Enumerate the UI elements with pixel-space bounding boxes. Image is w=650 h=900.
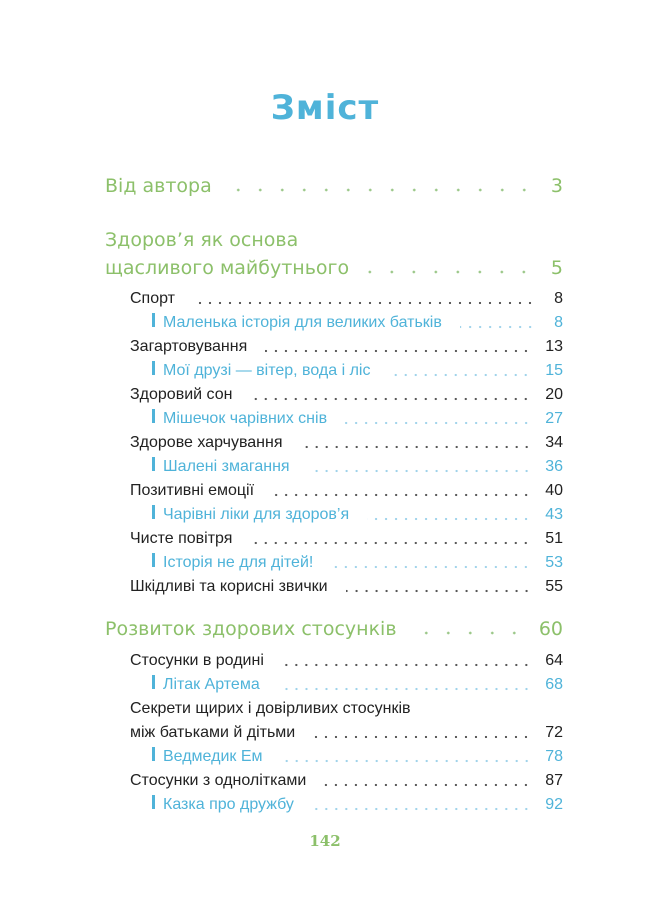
entry-page: 92: [545, 796, 563, 813]
dot-leader: [308, 469, 532, 473]
dot-leader: [388, 373, 531, 377]
entry-label: Маленька історія для великих батьків: [163, 314, 442, 331]
entry-page: 13: [545, 338, 563, 355]
toc-item[interactable]: [105, 527, 575, 551]
toc-story[interactable]: [105, 455, 575, 479]
dot-leader: [346, 589, 532, 593]
entry-page: 5: [550, 257, 563, 279]
toc-item[interactable]: [105, 335, 575, 359]
entry-page: 87: [545, 772, 563, 789]
story-marker-icon: [152, 457, 155, 471]
entry-label: Ведмедик Ем: [163, 748, 263, 765]
dot-leader: [324, 783, 531, 787]
entry-label: Літак Артема: [163, 676, 260, 693]
toc-story[interactable]: [105, 503, 575, 527]
entry-label: Здорове харчування: [130, 434, 283, 451]
dot-leader: [415, 631, 525, 635]
toc-item[interactable]: [105, 721, 575, 745]
dot-leader: [367, 270, 535, 274]
entry-label: Розвиток здорових стосунків: [105, 618, 397, 640]
story-marker-icon: [152, 361, 155, 375]
entry-label: Позитивні емоції: [130, 482, 255, 499]
dot-leader: [230, 188, 535, 192]
toc-item[interactable]: [105, 287, 575, 311]
toc-story[interactable]: [105, 311, 575, 335]
toc-story[interactable]: [105, 407, 575, 431]
entry-label: Здоров’я як основа: [105, 229, 299, 251]
page-title: Зміст: [270, 88, 380, 128]
entry-page: 36: [545, 458, 563, 475]
dot-leader: [312, 807, 531, 811]
toc-item[interactable]: [105, 431, 575, 455]
entry-label: Історія не для дітей!: [163, 554, 314, 571]
toc-section[interactable]: [105, 228, 575, 252]
entry-page: 51: [545, 530, 563, 547]
entry-page: 60: [538, 618, 563, 640]
story-marker-icon: [152, 553, 155, 567]
entry-page: 72: [545, 724, 563, 741]
entry-page: 68: [545, 676, 563, 693]
dot-leader: [301, 445, 532, 449]
dot-leader: [281, 759, 532, 763]
toc-item[interactable]: [105, 383, 575, 407]
dot-leader: [313, 735, 531, 739]
toc-story[interactable]: [105, 551, 575, 575]
entry-page: 20: [545, 386, 563, 403]
entry-label: Шкідливі та корисні звички: [130, 578, 328, 595]
dot-leader: [278, 687, 531, 691]
dot-leader: [282, 663, 531, 667]
story-marker-icon: [152, 313, 155, 327]
entry-page: 40: [545, 482, 563, 499]
entry-label: Мішечок чарівних снів: [163, 410, 328, 427]
dot-leader: [331, 565, 531, 569]
entry-page: 55: [545, 578, 563, 595]
dot-leader: [367, 517, 531, 521]
entry-label: Мої друзі — вітер, вода і ліс: [163, 362, 371, 379]
entry-label: Спорт: [130, 290, 175, 307]
toc-item[interactable]: [105, 697, 575, 721]
toc-story[interactable]: [105, 793, 575, 817]
entry-page: 34: [545, 434, 563, 451]
entry-label: між батьками й дітьми: [130, 724, 296, 741]
dot-leader: [250, 397, 531, 401]
story-marker-icon: [152, 409, 155, 423]
entry-page: 8: [554, 290, 563, 307]
entry-page: 8: [554, 314, 563, 331]
story-marker-icon: [152, 795, 155, 809]
toc-section[interactable]: [105, 256, 575, 280]
entry-page: 78: [545, 748, 563, 765]
dot-leader: [193, 301, 535, 305]
toc-item[interactable]: [105, 575, 575, 599]
entry-page: 43: [545, 506, 563, 523]
entry-label: Шалені змагання: [163, 458, 290, 475]
entry-page: 27: [545, 410, 563, 427]
dot-leader: [250, 541, 531, 545]
toc-section[interactable]: [105, 174, 575, 198]
toc-section[interactable]: [105, 617, 575, 641]
entry-label: Чисте повітря: [130, 530, 233, 547]
entry-label: Здоровий сон: [130, 386, 233, 403]
entry-label: Стосунки з однолітками: [130, 772, 307, 789]
entry-label: Чарівні ліки для здоров’я: [163, 506, 350, 523]
entry-label: Стосунки в родині: [130, 652, 264, 669]
toc-story[interactable]: [105, 745, 575, 769]
entry-page: 3: [550, 175, 563, 197]
dot-leader: [460, 325, 535, 329]
entry-page: 64: [545, 652, 563, 669]
entry-label: Загартовування: [130, 338, 248, 355]
story-marker-icon: [152, 505, 155, 519]
entry-page: 53: [545, 554, 563, 571]
toc-story[interactable]: [105, 359, 575, 383]
toc-item[interactable]: [105, 769, 575, 793]
dot-leader: [265, 349, 531, 353]
page-number: 142: [309, 832, 341, 850]
entry-label: щасливого майбутнього: [105, 257, 350, 279]
entry-page: 15: [545, 362, 563, 379]
toc-item[interactable]: [105, 479, 575, 503]
story-marker-icon: [152, 747, 155, 761]
story-marker-icon: [152, 675, 155, 689]
toc-item[interactable]: [105, 649, 575, 673]
entry-label: Секрети щирих і довірливих стосунків: [130, 700, 411, 717]
entry-label: Казка про дружбу: [163, 796, 294, 813]
entry-label: Від автора: [105, 175, 212, 197]
dot-leader: [345, 421, 531, 425]
toc-story[interactable]: [105, 673, 575, 697]
dot-leader: [272, 493, 531, 497]
